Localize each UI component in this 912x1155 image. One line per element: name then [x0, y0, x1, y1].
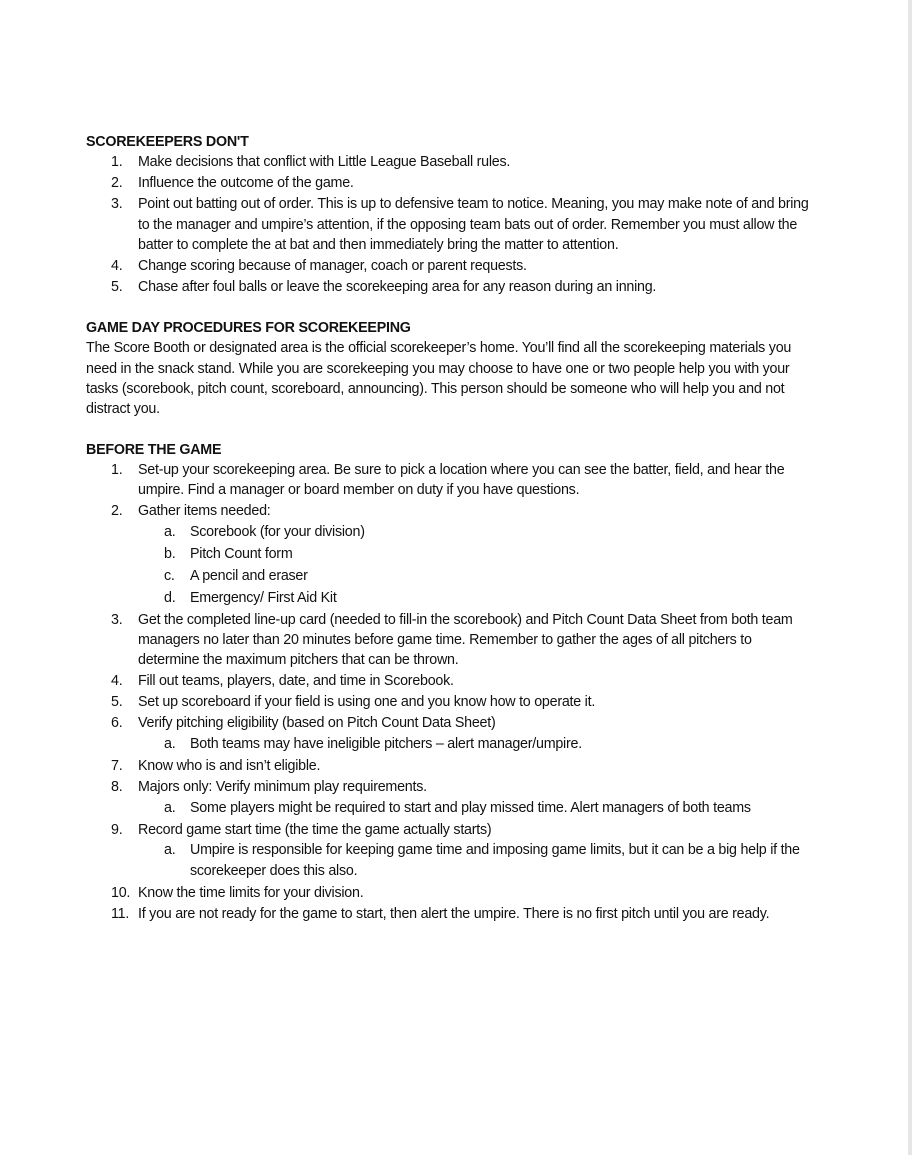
item-text: Know who is and isn’t eligible.	[138, 757, 321, 774]
list-item	[86, 777, 816, 797]
sub-item-letter: c.	[164, 568, 175, 585]
list-item	[86, 152, 816, 172]
item-text: Set-up your scorekeeping area. Be sure to pick a location where you can see the batter, field, and hear the umpire. Find a manager or board member on duty if you have questions.	[138, 462, 785, 499]
document-content	[86, 132, 816, 924]
sub-item-letter: a.	[164, 799, 176, 816]
list-item	[86, 883, 816, 903]
list-item	[86, 194, 816, 255]
item-number: 4.	[111, 673, 123, 690]
item-text: If you are not ready for the game to start, then alert the umpire. There is no first pitch until you are ready.	[138, 905, 770, 922]
item-text: Make decisions that conflict with Little League Baseball rules.	[138, 154, 511, 171]
list-item	[86, 820, 816, 840]
item-number: 11.	[111, 905, 130, 922]
sub-item-text: Both teams may have ineligible pitchers – alert manager/umpire.	[190, 735, 582, 752]
sub-item-text: Emergency/ First Aid Kit	[190, 589, 337, 606]
item-text: Get the completed line-up card (needed to fill-in the scorebook) and Pitch Count Data Sheet from both team managers no later than 20 minutes before game time. Remember to gather the ages of all pitchers to determine the maximum pitchers that can be thrown.	[138, 611, 793, 669]
item-text: Majors only: Verify minimum play requirements.	[138, 778, 427, 795]
sub-item-letter: d.	[164, 589, 176, 606]
list-item	[86, 904, 816, 924]
item-text: Chase after foul balls or leave the scorekeeping area for any reason during an inning.	[138, 278, 657, 295]
sub-item-text: Scorebook (for your division)	[190, 524, 365, 541]
list-item	[86, 256, 816, 276]
sub-item-text: Umpire is responsible for keeping game time and imposing game limits, but it can be a big help if the scorekeeper does this also.	[190, 842, 800, 879]
sub-list-item	[86, 566, 816, 586]
item-text: Know the time limits for your division.	[138, 884, 364, 901]
before-game-list	[86, 460, 816, 924]
item-number: 4.	[111, 257, 123, 274]
list-item	[86, 713, 816, 733]
item-number: 1.	[111, 154, 123, 171]
item-number: 1.	[111, 462, 123, 479]
sub-list-item	[86, 588, 816, 608]
item-text: Set up scoreboard if your field is using one and you know how to operate it.	[138, 694, 596, 711]
procedures-paragraph: The Score Booth or designated area is the official scorekeeper’s home. You’ll find all the scorekeeping materials you need in the snack stand. While you are scorekeeping you may choose to have one or two people help you with your tasks (scorebook, pitch count, scoreboard, announcing). This person should be someone who will help you and not distract you.	[86, 340, 792, 418]
item-number: 9.	[111, 821, 123, 838]
item-text: Record game start time (the time the game actually starts)	[138, 821, 492, 838]
donts-list	[86, 152, 816, 297]
sub-item-letter: a.	[164, 842, 176, 859]
item-number: 2.	[111, 503, 123, 520]
item-text: Verify pitching eligibility (based on Pitch Count Data Sheet)	[138, 715, 496, 732]
list-item	[86, 460, 816, 501]
list-item	[86, 277, 816, 297]
item-number: 3.	[111, 196, 123, 213]
item-text: Fill out teams, players, date, and time in Scorebook.	[138, 673, 454, 690]
sub-list-item	[86, 522, 816, 542]
sub-item-text: A pencil and eraser	[190, 568, 308, 585]
item-number: 5.	[111, 694, 123, 711]
sub-list-item	[86, 840, 816, 881]
item-text: Change scoring because of manager, coach or parent requests.	[138, 257, 527, 274]
spacer	[86, 420, 816, 440]
sub-item-letter: a.	[164, 735, 176, 752]
item-number: 10.	[111, 884, 131, 901]
sub-item-text: Some players might be required to start and play missed time. Alert managers of both teams	[190, 799, 751, 816]
item-text: Gather items needed:	[138, 503, 271, 520]
sub-list-item	[86, 798, 816, 818]
list-item	[86, 671, 816, 691]
item-number: 8.	[111, 778, 123, 795]
section-heading-before-game: BEFORE THE GAME	[86, 441, 222, 458]
item-number: 2.	[111, 175, 123, 192]
list-item	[86, 610, 816, 671]
sub-item-letter: a.	[164, 524, 176, 541]
sub-item-letter: b.	[164, 546, 176, 563]
item-number: 5.	[111, 278, 123, 295]
spacer	[86, 298, 816, 318]
section-heading-donts: SCOREKEEPERS DON'T	[86, 134, 249, 150]
list-item	[86, 692, 816, 712]
sub-list-item	[86, 544, 816, 564]
list-item	[86, 501, 816, 521]
item-text: Influence the outcome of the game.	[138, 175, 354, 192]
section-heading-procedures: GAME DAY PROCEDURES FOR SCOREKEEPING	[86, 320, 411, 337]
list-item	[86, 173, 816, 193]
sub-item-text: Pitch Count form	[190, 546, 293, 563]
sub-list-item	[86, 734, 816, 754]
list-item	[86, 756, 816, 776]
item-number: 3.	[111, 611, 123, 628]
item-number: 6.	[111, 715, 123, 732]
item-number: 7.	[111, 757, 123, 774]
item-text: Point out batting out of order. This is up to defensive team to notice. Meaning, you may make note of and bring to the manager and umpire’s attention, if the opposing team bats out of order. Remember you must allow the batter to complete the at bat and then immediately bring the matter to attention.	[138, 196, 809, 253]
